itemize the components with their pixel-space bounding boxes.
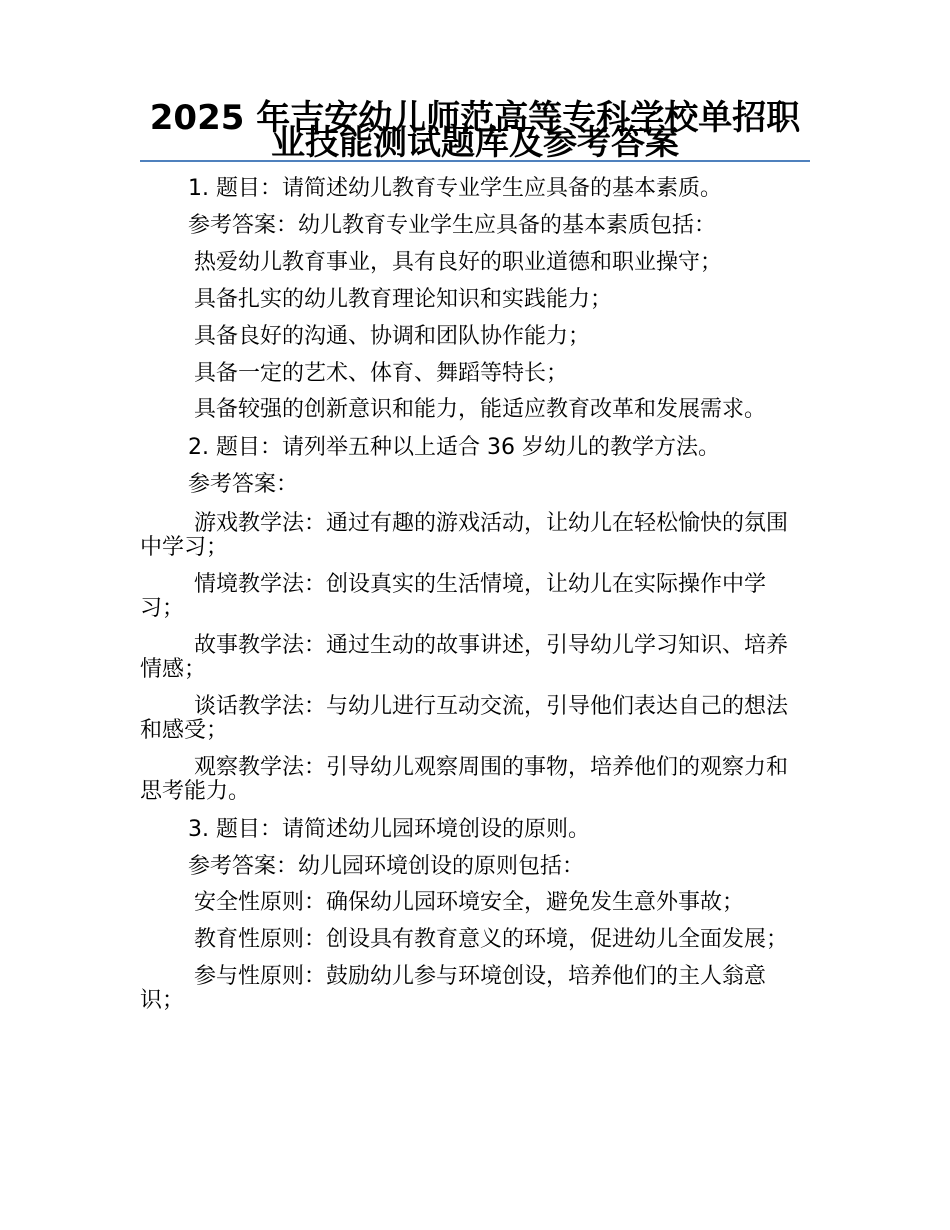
question-3: 3. 题目：请简述幼儿园环境创设的原则。	[188, 817, 590, 842]
answer-2-item-4: 谈话教学法：与幼儿进行互动交流，引导他们表达自己的想法和感受；	[140, 694, 789, 743]
answer-1-intro: 参考答案：幼儿教育专业学生应具备的基本素质包括：	[188, 213, 717, 238]
answer-1-item-1: 热爱幼儿教育事业，具有良好的职业道德和职业操守；	[194, 250, 723, 275]
answer-2-item-1: 游戏教学法：通过有趣的游戏活动，让幼儿在轻松愉快的氛围中学习；	[140, 511, 789, 560]
question-1: 1. 题目：请简述幼儿教育专业学生应具备的基本素质。	[188, 176, 722, 201]
answer-3-item-2: 教育性原则：创设具有教育意义的环境，促进幼儿全面发展；	[194, 927, 789, 952]
answer-2-item-5: 观察教学法：引导幼儿观察周围的事物，培养他们的观察力和思考能力。	[140, 755, 789, 804]
answer-3-intro: 参考答案：幼儿园环境创设的原则包括：	[188, 854, 585, 879]
answer-1-item-2: 具备扎实的幼儿教育理论知识和实践能力；	[194, 287, 613, 312]
document-title: 2025 年吉安幼儿师范高等专科学校单招职业技能测试题库及参考答案	[149, 98, 801, 163]
answer-1-item-5: 具备较强的创新意识和能力，能适应教育改革和发展需求。	[194, 397, 767, 422]
answer-1-item-3: 具备良好的沟通、协调和团队协作能力；	[194, 324, 591, 349]
document-body	[140, 176, 800, 1026]
answer-2-intro: 参考答案：	[188, 472, 299, 497]
answer-2-item-3: 故事教学法：通过生动的故事讲述，引导幼儿学习知识、培养情感；	[140, 633, 789, 682]
answer-1-item-4: 具备一定的艺术、体育、舞蹈等特长；	[194, 361, 569, 386]
question-2: 2. 题目：请列举五种以上适合 36 岁幼儿的教学方法。	[188, 435, 720, 460]
answer-3-item-1: 安全性原则：确保幼儿园环境安全，避免发生意外事故；	[194, 890, 745, 915]
title-underline	[140, 160, 810, 162]
answer-2-item-2: 情境教学法：创设真实的生活情境，让幼儿在实际操作中学习；	[140, 572, 767, 621]
answer-3-item-3: 参与性原则：鼓励幼儿参与环境创设，培养他们的主人翁意识；	[140, 964, 767, 1013]
